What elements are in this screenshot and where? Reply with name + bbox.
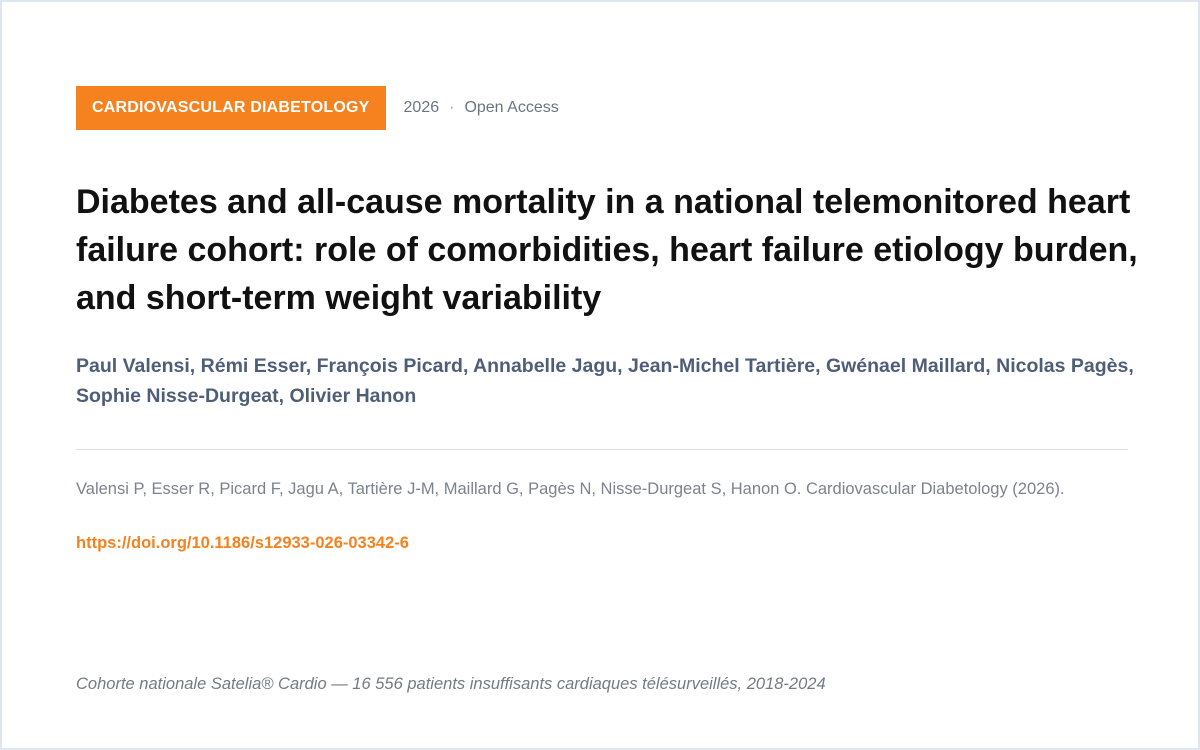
author-list: Paul Valensi, Rémi Esser, François Picard, Annabelle Jagu, Jean-Michel Tartière, Gwénael Maillard, Nicolas Pagès, Sophie Nisse-Durgeat, Olivier Hanon	[76, 355, 1134, 407]
article-title: Diabetes and all-cause mortality in a national telemonitored heart failure cohort: role of comorbidities, heart failure etiology burden, and short-term weight variability	[76, 183, 1138, 317]
doi-link[interactable]: https://doi.org/10.1186/s12933-026-03342-6	[76, 534, 409, 552]
journal-badge: CARDIOVASCULAR DIABETOLOGY	[76, 86, 386, 130]
article-header	[76, 86, 559, 130]
cohort-note: Cohorte nationale Satelia® Cardio — 16 556 patients insuffisants cardiaques télésurveillés, 2018-2024	[76, 675, 826, 693]
publication-year: 2026	[403, 99, 440, 116]
access-label: Open Access	[464, 99, 559, 116]
meta-separator: ·	[449, 99, 455, 116]
citation-text: Valensi P, Esser R, Picard F, Jagu A, Tartière J-M, Maillard G, Pagès N, Nisse-Durgeat S, Hanon O. Cardiovascular Diabetology (2026).	[76, 480, 1065, 498]
divider	[76, 449, 1128, 450]
article-meta	[404, 99, 559, 117]
